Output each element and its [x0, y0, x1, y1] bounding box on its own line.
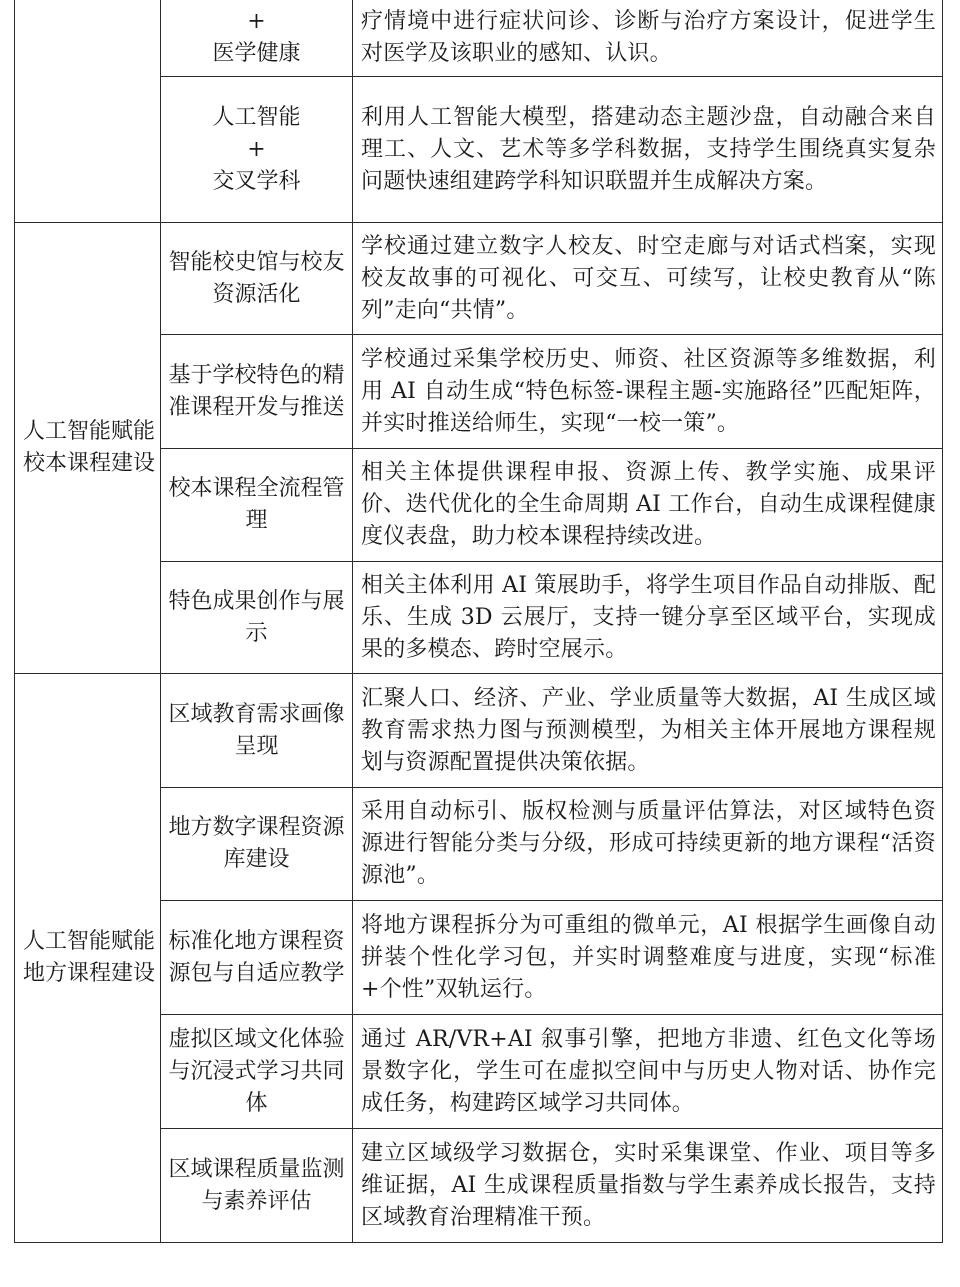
item-name: 特色成果创作与展示 — [161, 562, 353, 674]
table-row — [15, 0, 943, 77]
table-row — [15, 223, 943, 335]
item-description: 学校通过建立数字人校友、时空走廊与对话式档案，实现校友故事的可视化、可交互、可续写，让校史教育从“陈列”走向“共情”。 — [353, 223, 943, 335]
item-description: 相关主体利用 AI 策展助手，将学生项目作品自动排版、配乐、生成 3D 云展厅，支持一键分享至区域平台，实现成果的多模态、跨时空展示。 — [353, 562, 943, 674]
item-description: 相关主体提供课程申报、资源上传、教学实施、成果评价、迭代优化的全生命周期 AI 工作台，自动生成课程健康度仪表盘，助力校本课程持续改进。 — [353, 449, 943, 562]
name-line: 人工智能 — [212, 104, 301, 130]
item-description: 采用自动标引、版权检测与质量评估算法，对区域特色资源进行智能分类与分级，形成可持续更新的地方课程“活资源池”。 — [353, 788, 943, 901]
table-row — [15, 674, 943, 788]
item-description: 疗情境中进行症状问诊、诊断与治疗方案设计，促进学生对医学及该职业的感知、认识。 — [353, 0, 943, 77]
category-cell-school-curriculum: 人工智能赋能校本课程建设 — [15, 223, 161, 674]
item-name: 标准化地方课程资源包与自适应教学 — [161, 901, 353, 1015]
name-line: 交叉学科 — [212, 168, 301, 194]
name-line: 医学健康 — [212, 40, 301, 66]
item-name-ai-interdisciplinary — [161, 77, 353, 223]
category-cell-local-curriculum: 人工智能赋能地方课程建设 — [15, 674, 161, 1243]
name-line: + — [247, 8, 266, 34]
item-name: 基于学校特色的精准课程开发与推送 — [161, 335, 353, 449]
item-name: 智能校史馆与校友资源活化 — [161, 223, 353, 335]
curriculum-table — [14, 0, 943, 1243]
item-name: 校本课程全流程管理 — [161, 449, 353, 562]
item-description: 汇聚人口、经济、产业、学业质量等大数据，AI 生成区域教育需求热力图与预测模型，为相关主体开展地方课程规划与资源配置提供决策依据。 — [353, 674, 943, 788]
name-line: + — [247, 136, 266, 162]
item-description: 将地方课程拆分为可重组的微单元，AI 根据学生画像自动拼装个性化学习包，并实时调整难度与进度，实现“标准+个性”双轨运行。 — [353, 901, 943, 1015]
item-name: 虚拟区域文化体验与沉浸式学习共同体 — [161, 1015, 353, 1129]
item-name: 区域课程质量监测与素养评估 — [161, 1129, 353, 1243]
category-cell-continued — [15, 0, 161, 223]
item-name: 区域教育需求画像呈现 — [161, 674, 353, 788]
item-description: 利用人工智能大模型，搭建动态主题沙盘，自动融合来自理工、人文、艺术等多学科数据，支持学生围绕真实复杂问题快速组建跨学科知识联盟并生成解决方案。 — [353, 77, 943, 223]
item-description: 建立区域级学习数据仓，实时采集课堂、作业、项目等多维证据，AI 生成课程质量指数与学生素养成长报告，支持区域教育治理精准干预。 — [353, 1129, 943, 1243]
item-name: 地方数字课程资源库建设 — [161, 788, 353, 901]
item-description: 通过 AR/VR+AI 叙事引擎，把地方非遗、红色文化等场景数字化，学生可在虚拟空间中与历史人物对话、协作完成任务，构建跨区域学习共同体。 — [353, 1015, 943, 1129]
item-name-medical-health — [161, 0, 353, 77]
item-description: 学校通过采集学校历史、师资、社区资源等多维数据，利用 AI 自动生成“特色标签-课程主题-实施路径”匹配矩阵，并实时推送给师生，实现“一校一策”。 — [353, 335, 943, 449]
